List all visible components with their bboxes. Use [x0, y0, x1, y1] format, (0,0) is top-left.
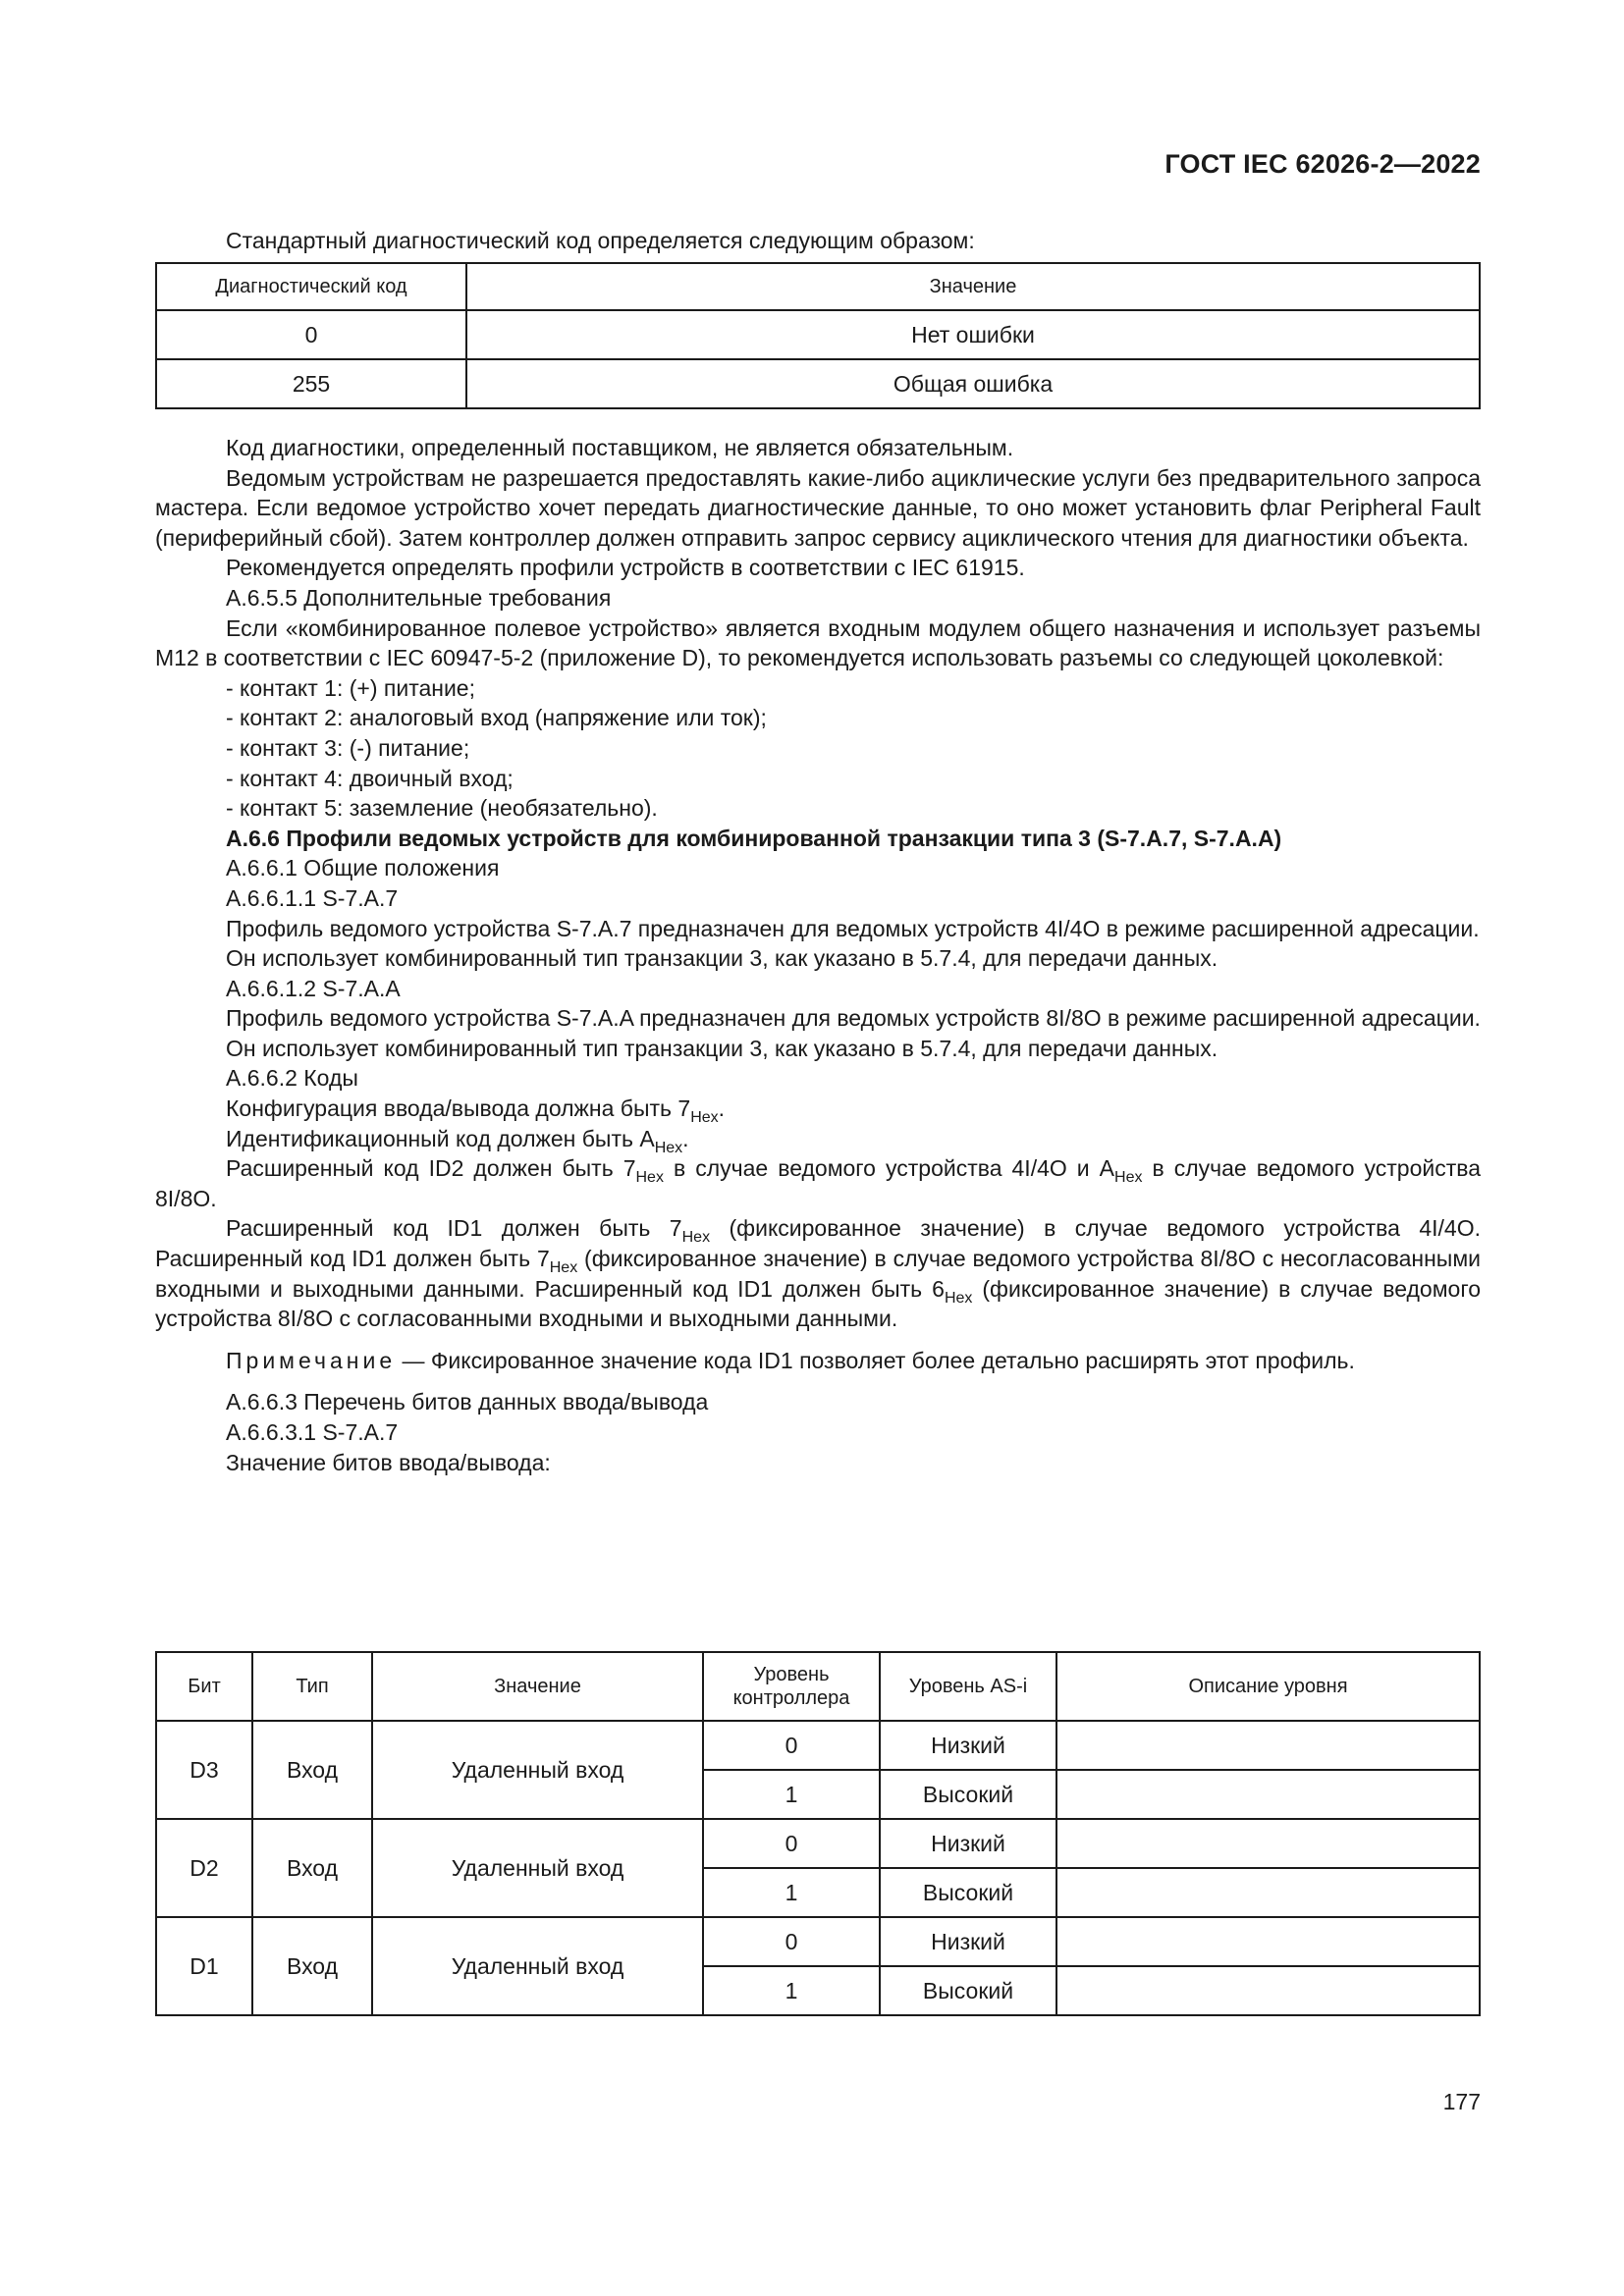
section-heading: А.6.6.1.2 S-7.A.A	[226, 975, 401, 1001]
bit-cell: D1	[156, 1917, 252, 2015]
column-header: Значение	[372, 1652, 703, 1721]
section-heading: А.6.6.3 Перечень битов данных ввода/вывода	[226, 1389, 709, 1415]
controller-level-cell: 1	[703, 1770, 880, 1819]
column-header: Бит	[156, 1652, 252, 1721]
text-run: (фиксированное значение) в случае ведомого устройства 8I/8O с несогласованными входными и выходными данными. Расширенный код ID1 должен быть 6	[155, 1246, 1481, 1302]
column-header: Диагностический код	[156, 263, 466, 310]
asi-level-cell: Низкий	[880, 1819, 1056, 1868]
hex-subscript: Hex	[944, 1289, 973, 1307]
diagnostic-code-table	[155, 262, 1481, 409]
table-row	[156, 1721, 1480, 1770]
diag-value-cell: Нет ошибки	[466, 310, 1480, 359]
diag-code-cell: 255	[156, 359, 466, 408]
paragraph	[155, 1213, 1481, 1333]
hex-subscript: Hex	[635, 1169, 664, 1187]
paragraph: Ведомым устройствам не разрешается предоставлять какие-либо ациклические услуги без предварительного запроса мастера. Если ведомое устройство хочет передать диагностические данные, то оно может установить флаг Peripheral Fault (периферийный сбой). Затем контроллер должен отправить запрос сервису ациклического чтения для диагностики объекта.	[155, 464, 1481, 551]
bit-cell: D2	[156, 1819, 252, 1917]
list-item: - контакт 3: (-) питание;	[226, 734, 470, 761]
text-run: .	[682, 1125, 689, 1151]
section-heading-bold: А.6.6 Профили ведомых устройств для комбинированной транзакции типа 3 (S-7.A.7, S-7.A.A)	[226, 825, 1282, 851]
paragraph	[155, 1094, 1481, 1127]
table-header-row	[156, 1652, 1480, 1721]
diag-intro-text: Стандартный диагностический код определяется следующим образом:	[226, 228, 975, 253]
table-row	[156, 359, 1480, 408]
list-item: - контакт 4: двоичный вход;	[226, 765, 514, 791]
column-header: Описание уровня	[1056, 1652, 1480, 1721]
note-label: Примечание	[226, 1347, 397, 1373]
type-cell: Вход	[252, 1917, 372, 2015]
text-run: Идентификационный код должен быть A	[226, 1125, 655, 1151]
type-cell: Вход	[252, 1819, 372, 1917]
text-run: Конфигурация ввода/вывода должна быть 7	[226, 1095, 691, 1122]
hex-subscript: Hex	[681, 1229, 711, 1247]
section-heading: A.6.5.5 Дополнительные требования	[226, 584, 612, 611]
controller-level-cell: 1	[703, 1966, 880, 2015]
text-run: в случае ведомого устройства 8I/8O.	[155, 1155, 1482, 1211]
column-header: Уровень AS-i	[880, 1652, 1056, 1721]
list-item: - контакт 5: заземление (необязательно).	[226, 795, 658, 822]
meaning-cell: Удаленный вход	[372, 1917, 703, 2015]
asi-level-cell: Высокий	[880, 1966, 1056, 2015]
paragraph: Рекомендуется определять профили устройств в соответствии с IEC 61915.	[226, 555, 1025, 581]
section-heading: А.6.6.3.1 S-7.A.7	[226, 1419, 399, 1445]
level-description-cell	[1056, 1917, 1480, 1966]
controller-level-cell: 0	[703, 1819, 880, 1868]
list-item: - контакт 1: (+) питание;	[226, 674, 475, 701]
controller-level-cell: 1	[703, 1868, 880, 1917]
paragraph: Значение битов ввода/вывода:	[226, 1449, 551, 1475]
section-heading: А.6.6.1 Общие положения	[226, 855, 500, 881]
table-header-row	[156, 263, 1480, 310]
hex-subscript: Hex	[690, 1109, 719, 1127]
section-heading: А.6.6.2 Коды	[226, 1065, 358, 1092]
text-run: (фиксированное значение) в случае ведомого устройства 4I/4O. Расширенный код ID1 должен быть 7	[155, 1215, 1481, 1272]
table-row	[156, 1819, 1480, 1868]
note-text: — Фиксированное значение кода ID1 позволяет более детально расширять этот профиль.	[396, 1347, 1355, 1373]
note	[155, 1346, 1481, 1376]
paragraph: Он использует комбинированный тип транзакции 3, как указано в 5.7.4, для передачи данных.	[226, 1035, 1218, 1061]
text-run: .	[718, 1095, 726, 1122]
paragraph	[155, 1124, 1481, 1154]
table-row	[156, 1917, 1480, 1966]
level-description-cell	[1056, 1966, 1480, 2015]
page-number: 177	[1442, 2089, 1481, 2114]
level-description-cell	[1056, 1721, 1480, 1770]
hex-subscript: Hex	[549, 1259, 578, 1277]
level-description-cell	[1056, 1819, 1480, 1868]
column-header: Уровень контроллера	[703, 1652, 880, 1721]
text-run: в случае ведомого устройства 4I/4O и A	[663, 1155, 1115, 1182]
list-item: - контакт 2: аналоговый вход (напряжение или ток);	[226, 705, 767, 731]
hex-subscript: Hex	[654, 1139, 683, 1156]
paragraph: Если «комбинированное полевое устройство» является входным модулем общего назначения и использует разъемы M12 в соответствии с IEC 60947-5-2 (приложение D), то рекомендуется использовать разъемы со следующей цоколевкой:	[155, 614, 1481, 671]
text-run: Расширенный код ID2 должен быть 7	[226, 1155, 636, 1182]
column-header: Значение	[466, 263, 1480, 310]
asi-level-cell: Высокий	[880, 1770, 1056, 1819]
standard-header: ГОСТ IEC 62026-2—2022	[1164, 149, 1481, 179]
meaning-cell: Удаленный вход	[372, 1819, 703, 1917]
controller-level-cell: 0	[703, 1917, 880, 1966]
paragraph: Он использует комбинированный тип транзакции 3, как указано в 5.7.4, для передачи данных.	[226, 945, 1218, 972]
bit-cell: D3	[156, 1721, 252, 1819]
text-run: (фиксированное значение) в случае ведомого устройства 8I/8O с согласованными входными и выходными данными.	[155, 1275, 1482, 1332]
paragraph: Профиль ведомого устройства S-7.A.7 предназначен для ведомых устройств 4I/4O в режиме расширенной адресации.	[226, 915, 1480, 941]
section-heading: А.6.6.1.1 S-7.A.7	[226, 884, 399, 911]
body-text	[155, 433, 1481, 1477]
asi-level-cell: Высокий	[880, 1868, 1056, 1917]
paragraph: Профиль ведомого устройства S-7.A.A предназначен для ведомых устройств 8I/8O в режиме расширенной адресации.	[226, 1005, 1481, 1032]
asi-level-cell: Низкий	[880, 1721, 1056, 1770]
level-description-cell	[1056, 1770, 1480, 1819]
diag-code-cell: 0	[156, 310, 466, 359]
controller-level-cell: 0	[703, 1721, 880, 1770]
text-run: Расширенный код ID1 должен быть 7	[226, 1215, 682, 1242]
hex-subscript: Hex	[1114, 1169, 1143, 1187]
level-description-cell	[1056, 1868, 1480, 1917]
meaning-cell: Удаленный вход	[372, 1721, 703, 1819]
io-bits-table	[155, 1651, 1481, 2016]
paragraph	[155, 1153, 1481, 1213]
asi-level-cell: Низкий	[880, 1917, 1056, 1966]
paragraph: Код диагностики, определенный поставщиком, не является обязательным.	[226, 435, 1014, 460]
diag-value-cell: Общая ошибка	[466, 359, 1480, 408]
type-cell: Вход	[252, 1721, 372, 1819]
column-header: Тип	[252, 1652, 372, 1721]
table-row	[156, 310, 1480, 359]
